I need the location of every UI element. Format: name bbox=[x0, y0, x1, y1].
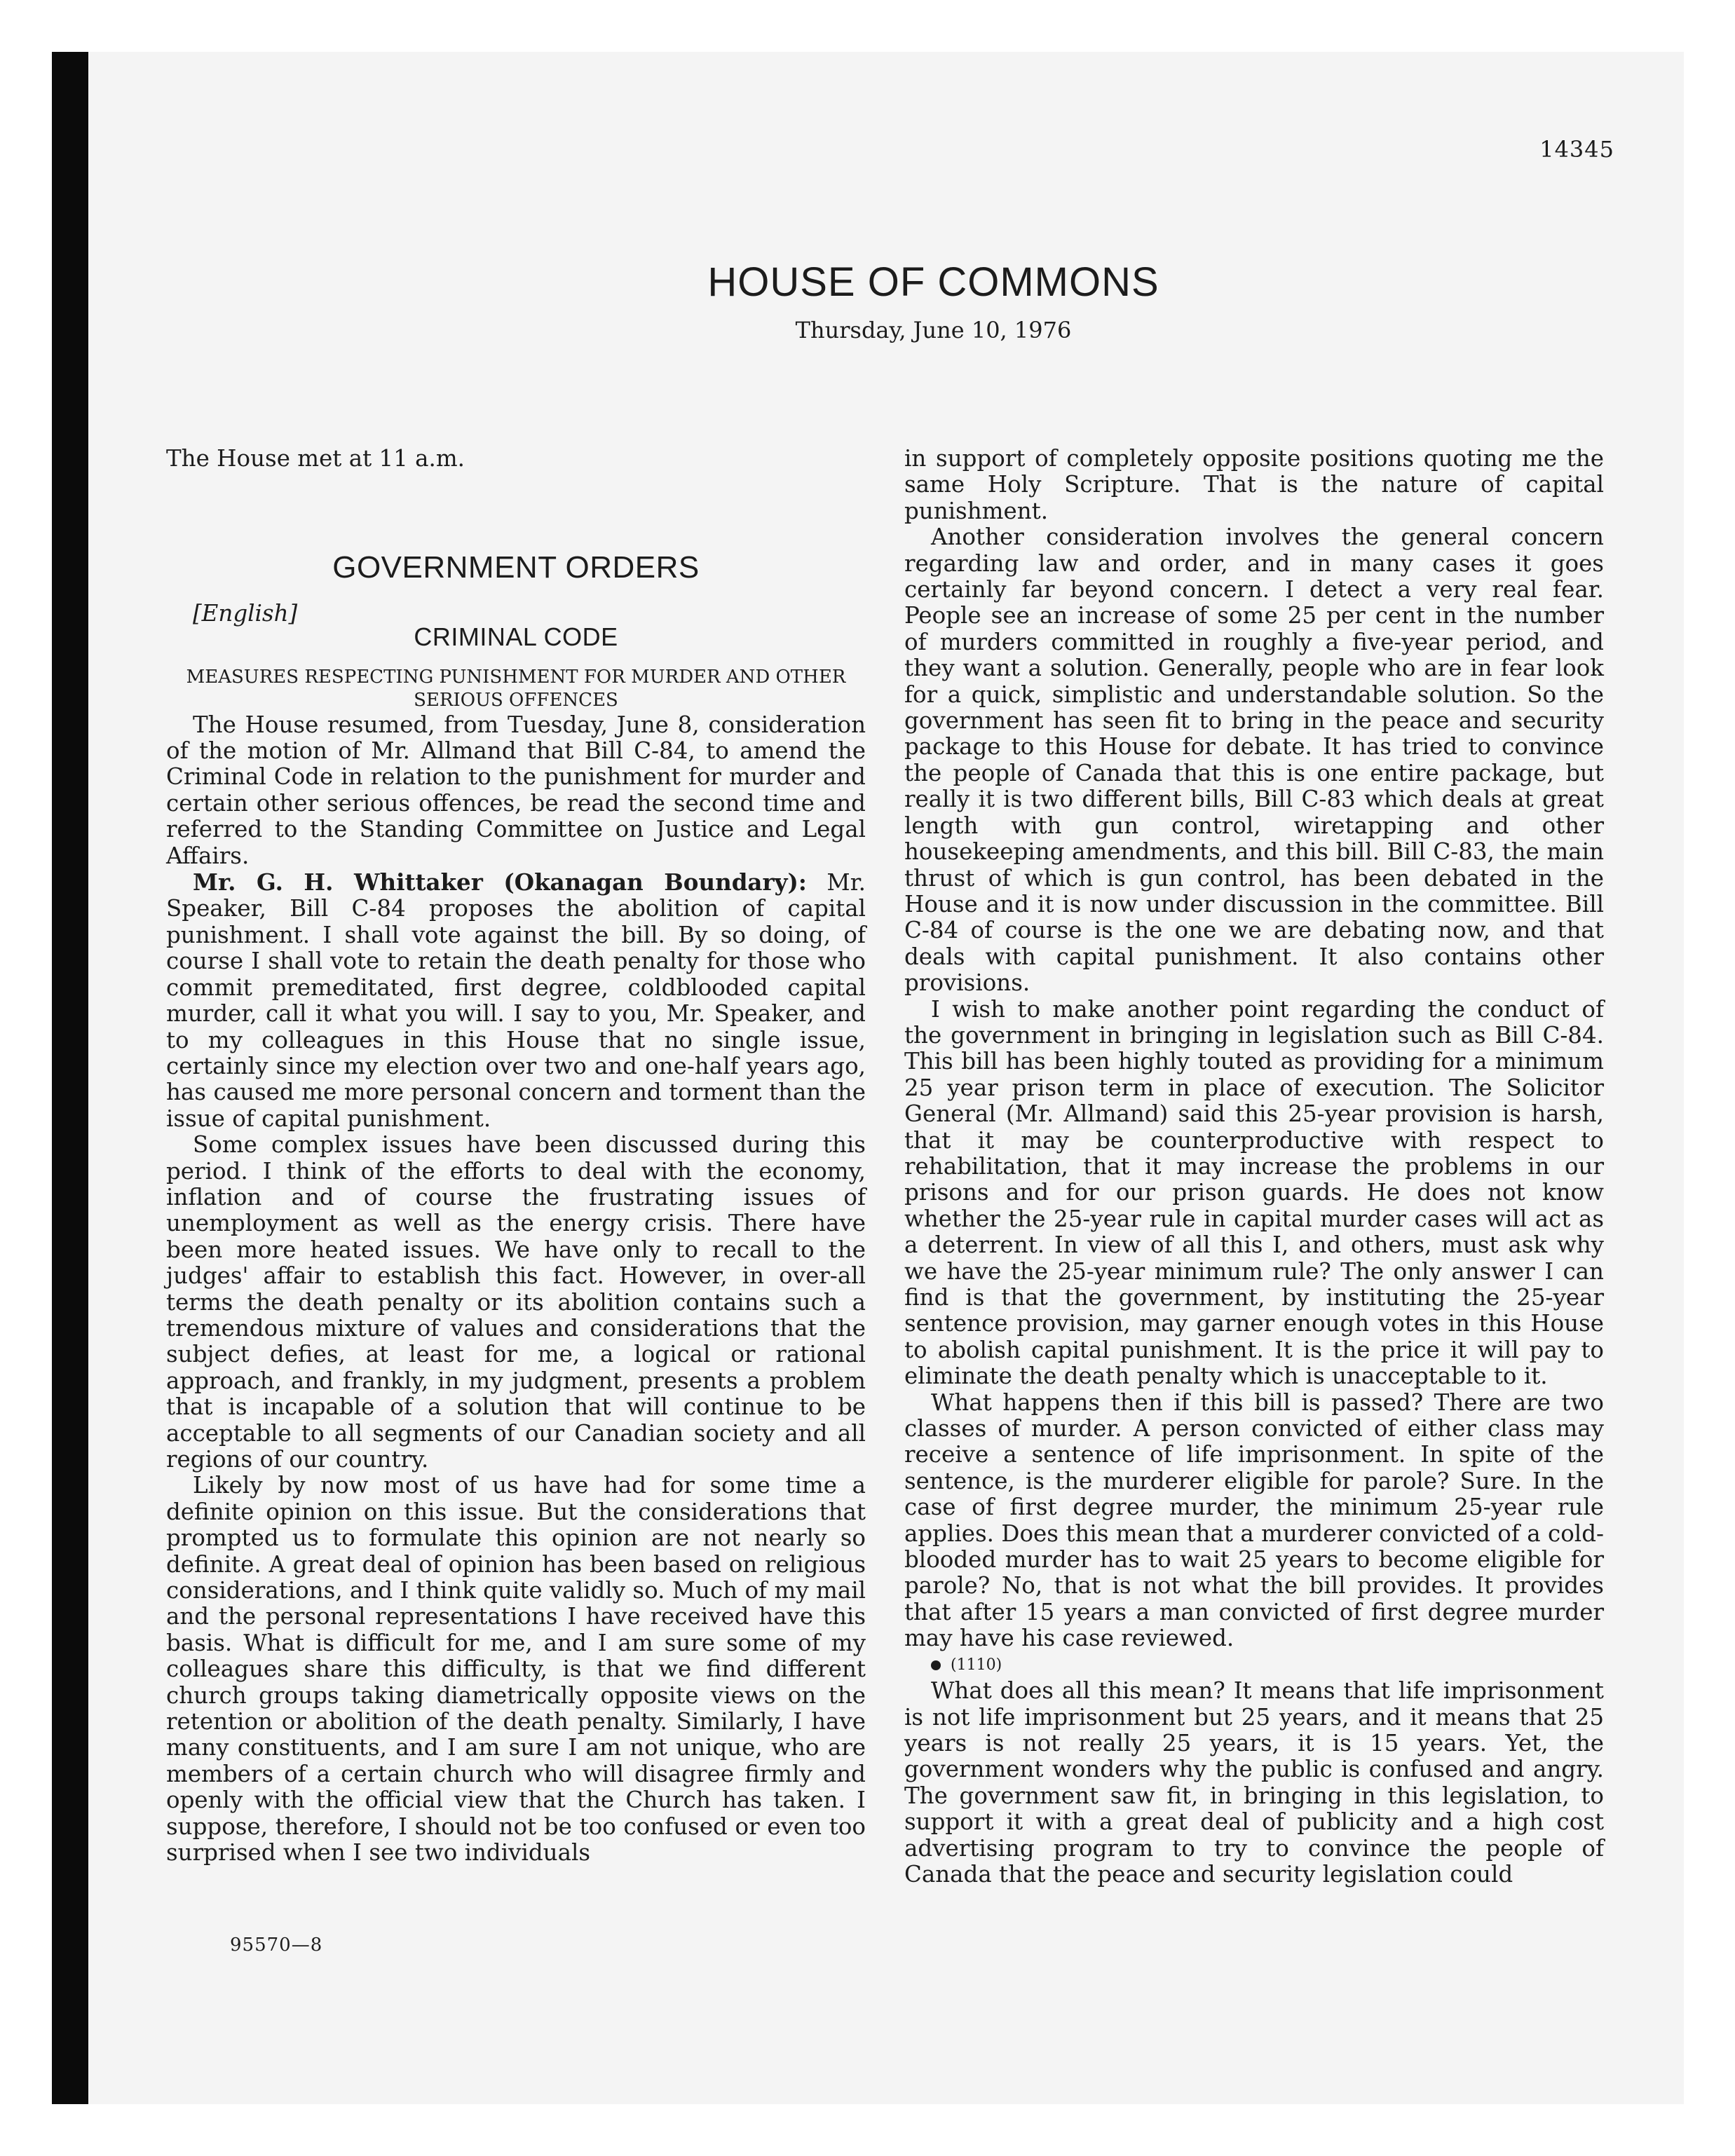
footer-code: 95570—8 bbox=[230, 1935, 323, 1956]
motion-paragraph: The House resumed, from Tuesday, June 8, consideration of the motion of Mr. Allmand that Bill C-84, to amend the Criminal Code in relation to the punishment for murder and certain other serious offences, be read the second time and referred to the Standing Committee on Justice and Legal Affairs. bbox=[166, 711, 866, 869]
house-met-line: The House met at 11 a.m. bbox=[166, 445, 465, 472]
scan-edge-shadow bbox=[52, 52, 88, 2104]
bullet-icon bbox=[931, 1660, 941, 1670]
section-heading: GOVERNMENT ORDERS bbox=[332, 550, 700, 585]
left-column bbox=[166, 446, 866, 1867]
continuation-paragraph: in support of completely opposite positions quoting me the same Holy Scripture. That is the nature of capital punishment. bbox=[904, 445, 1604, 524]
time-marker bbox=[904, 1652, 1604, 1678]
language-tag: [English] bbox=[193, 599, 298, 627]
right-column bbox=[904, 446, 1604, 1888]
paragraph-4: Another consideration involves the general concern regarding law and order, and in many cases it goes certainly far beyond concern. I detect a very real fear. People see an increase of some 25 per cent in the number of murders committed in roughly a five-year period, and they want a solution. Generally, people who are in fear look for a quick, simplistic and understandable solution. So the government has seen fit to bring in the peace and security package to this House for debate. It has tried to convince the people of Canada that this is one entire package, but really it is two different bills, Bill C-83 which deals at great length with gun control, wiretapping and other housekeeping amendments, and this bill. Bill C-83, the main thrust of which is gun control, has been debated in the House and it is now under discussion in the committee. Bill C-84 of course is the one we are debating now, and that deals with capital punishment. It also contains other provisions. bbox=[904, 524, 1604, 997]
sitting-date: Thursday, June 10, 1976 bbox=[795, 317, 1072, 343]
page-title: HOUSE OF COMMONS bbox=[707, 259, 1159, 305]
paragraph-3: Likely by now most of us have had for some time a definite opinion on this issue. But the considerations that prompted us to formulate this opinion are not nearly so definite. A great deal of opinion has been based on religious considerations, and I think quite validly so. Much of my mail and the personal representations I have received have this basis. What is difficult for me, and I am sure some of my colleagues share this difficulty, is that we find different church groups taking diametrically opposite views on the retention or abolition of the death penalty. Similarly, I have many constituents, and I am sure I am not unique, who are members of a certain church who will disagree firmly and openly with the official view that the Church has taken. I suppose, therefore, I should not be too confused or even too surprised when I see two individuals bbox=[166, 1472, 866, 1867]
paragraph-7: What does all this mean? It means that life imprisonment is not life imprisonment but 25 years, and it means that 25 years is not really 25 years, it is 15 years. Yet, the government wonders why the public is confused and angry. The government saw fit, in bringing in this legislation, to support it with a great deal of publicity and a high cost advertising program to try to convince the people of Canada that the peace and security legislation could bbox=[904, 1677, 1604, 1888]
speech-paragraph bbox=[166, 869, 866, 1132]
time-marker-text: (1110) bbox=[951, 1656, 1002, 1674]
subject-heading: CRIMINAL CODE bbox=[414, 622, 618, 652]
paragraph-6: What happens then if this bill is passed? There are two classes of murder. A person convicted of either class may receive a sentence of life imprisonment. In spite of the sentence, is the murderer eligible for parole? Sure. In the case of first degree murder, the minimum 25-year rule applies. Does this mean that a murderer convicted of a cold-blooded murder has to wait 25 years to become eligible for parole? No, that is not what the bill provides. It provides that after 15 years a man convicted of first degree murder may have his case reviewed. bbox=[904, 1389, 1604, 1652]
page-number: 14345 bbox=[1539, 136, 1614, 163]
paragraph-5: I wish to make another point regarding the conduct of the government in bringing in legislation such as Bill C-84. This bill has been highly touted as providing for a minimum 25 year prison term in place of execution. The Solicitor General (Mr. Allmand) said this 25-year provision is harsh, that it may be counterproductive with respect to rehabilitation, that it may increase the problems in our prisons and for our prison guards. He does not know whether the 25-year rule in capital murder cases will act as a deterrent. In view of all this I, and others, must ask why we have the 25-year minimum rule? The only answer I can find is that the government, by instituting the 25-year sentence provision, may garner enough votes in this House to abolish capital punishment. It is the price it will pay to eliminate the death penalty which is unacceptable to it. bbox=[904, 995, 1604, 1390]
paragraph-2: Some complex issues have been discussed during this period. I think of the efforts to deal with the economy, inflation and of course the frustrating issues of unemployment as well as the energy crisis. There have been more heated issues. We have only to recall to the judges' affair to establish this fact. However, in over-all terms the death penalty or its abolition contains such a tremendous mixture of values and considerations that the subject defies, at least for me, a logical or rational approach, and frankly, in my judgment, presents a problem that is incapable of a solution that will continue to be acceptable to all segments of our Canadian society and all regions of our country. bbox=[166, 1131, 866, 1473]
measure-heading: MEASURES RESPECTING PUNISHMENT FOR MURDER AND OTHER SERIOUS OFFENCES bbox=[186, 666, 846, 711]
speech-opening: Mr. Speaker, Bill C-84 proposes the abolition of capital punishment. I shall vote against the bill. By so doing, of course I shall vote to retain the death penalty for those who commit premeditated, first degree, coldblooded capital murder, call it what you will. I say to you, Mr. Speaker, and to my colleagues in this House that no single issue, certainly since my election over two and one-half years ago, has caused me more personal concern and torment than the issue of capital punishment. bbox=[166, 869, 866, 1132]
speaker-name: Mr. G. H. Whittaker (Okanagan Boundary): bbox=[193, 868, 807, 896]
